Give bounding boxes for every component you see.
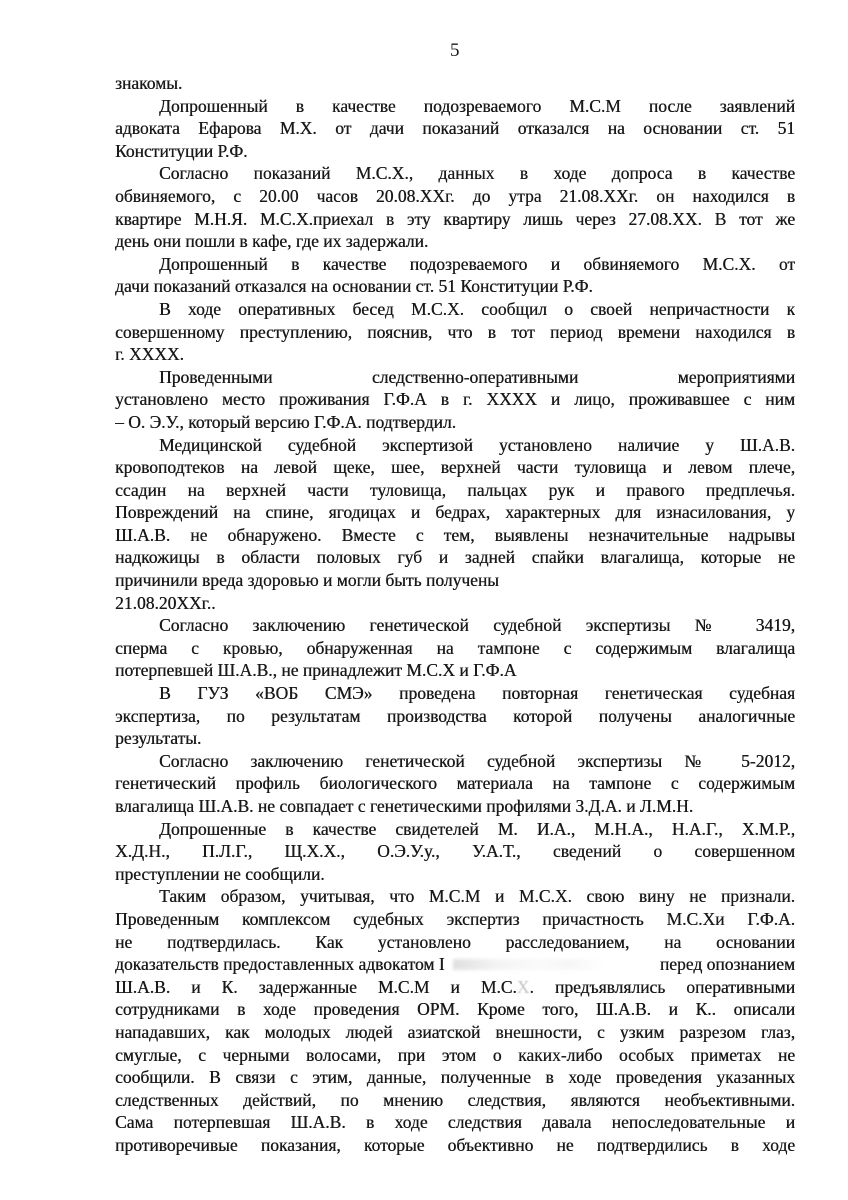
text-line [115, 976, 795, 999]
text-line: ссадин на верхней части туловища, пальцах рук и правого предплечья. [115, 479, 795, 500]
faded-text: Х [516, 976, 530, 997]
text-segment: Ш.А.В. и К. задержанные М.С.М и М.С. [115, 976, 517, 997]
text-line: Х.Д.Н., П.Л.Г., Щ.Х.Х., О.Э.У.у., У.А.Т., сведений о совершенном [115, 841, 795, 862]
paragraph [115, 72, 795, 95]
text-line: надкожицы в области половых губ и задней спайки влагалища, которые не [115, 547, 795, 568]
paragraph [115, 162, 795, 252]
text-segment: перед опознанием [659, 954, 795, 975]
paragraph [115, 682, 795, 750]
text-line: сперма с кровью, обнаруженная на тампоне с содержимым влагалища [115, 637, 795, 658]
paragraph [115, 592, 795, 615]
text-line: Допрошенный в качестве подозреваемого М.С.М после заявлений [159, 95, 795, 116]
text-line: влагалища Ш.А.В. не совпадает с генетическими профилями З.Д.А. и Л.М.Н. [115, 796, 694, 816]
text-line: Допрошенные в качестве свидетелей М. И.А., М.Н.А., Н.А.Г., Х.М.Р., [159, 818, 795, 839]
paragraph [115, 253, 795, 298]
text-line: Сама потерпевшая Ш.А.В. в ходе следствия давала непоследовательные и [115, 1112, 795, 1133]
text-line: преступлении не сообщили. [115, 863, 325, 884]
text-line: день они пошли в кафе, где их задержали. [115, 231, 429, 252]
text-line: сообщили. В связи с этим, данные, полученные в ходе проведения указанных [115, 1067, 795, 1088]
text-line: г. ХХХХ. [115, 344, 184, 365]
text-line: не подтвердилась. Как установлено расследованием, на основании [115, 931, 795, 952]
text-line: сотрудниками в ходе проведения ОРМ. Кроме того, Ш.А.В. и К.. описали [115, 999, 795, 1020]
paragraph [115, 885, 795, 1156]
text-line: кровоподтеков на левой щеке, шее, верхней части туловища и левом плече, [115, 457, 795, 478]
text-line: нападавших, как молодых людей азиатской внешности, с узким разрезом глаз, [115, 1021, 795, 1042]
text-line: Проведенным комплексом судебных экспертиз причастность М.С.Хи Г.Ф.А. [115, 908, 795, 929]
text-line: адвоката Ефарова М.Х. от дачи показаний отказался на основании ст. 51 [115, 118, 795, 139]
text-line: Проведенными следственно-оперативными мероприятиями [159, 366, 795, 387]
document-body [115, 72, 795, 1157]
text-line: В ходе оперативных бесед М.С.Х. сообщил о своей непричастности к [159, 298, 795, 319]
text-line: Согласно показаний М.С.Х., данных в ходе допроса в качестве [159, 163, 795, 184]
paragraph [115, 434, 795, 592]
text-line: следственных действий, по мнению следствия, являются необъективными. [115, 1089, 795, 1110]
text-line: экспертиза, по результатам производства которой получены аналогичные [115, 705, 795, 726]
text-line: противоречивые показания, которые объективно не подтвердились в ходе [115, 1134, 795, 1155]
text-line: обвиняемого, с 20.00 часов 20.08.ХХг. до утра 21.08.ХХг. он находился в [115, 185, 795, 206]
text-line: причинили вреда здоровью и могли быть получены [115, 570, 499, 591]
text-line: – О. Э.У., который версию Г.Ф.А. подтвердил. [115, 411, 457, 432]
text-line: потерпевшей Ш.А.В., не принадлежит М.С.Х и Г.Ф.А [115, 660, 517, 681]
paragraph [115, 298, 795, 366]
text-line: смуглые, с черными волосами, при этом о каких-либо особых приметах не [115, 1044, 795, 1065]
text-line: квартире М.Н.Я. М.С.Х.приехал в эту квартиру лишь через 27.08.ХХ. В тот же [115, 208, 795, 229]
text-line: Медицинской судебной экспертизой установлено наличие у Ш.А.В. [159, 434, 795, 455]
paragraph [115, 95, 795, 163]
text-line: Конституции Р.Ф. [115, 140, 248, 161]
text-line: результаты. [115, 728, 202, 749]
text-line: Согласно заключению генетической судебной экспертизы № 3419, [159, 615, 795, 636]
text-line: Таким образом, учитывая, что М.С.М и М.С.Х. свою вину не признали. [159, 886, 795, 907]
paragraph [115, 750, 795, 818]
paragraph [115, 366, 795, 434]
redacted-area [453, 959, 646, 970]
text-line [115, 953, 795, 976]
page-number: 5 [450, 40, 460, 61]
paragraph [115, 818, 795, 886]
text-line: Ш.А.В. не обнаружено. Вместе с тем, выявлены незначительные надрывы [115, 524, 795, 545]
text-line: дачи показаний отказался на основании ст. 51 Конституции Р.Ф. [115, 276, 593, 297]
text-line: установлено место проживания Г.Ф.А в г. ХХХХ и лицо, проживавшее с ним [115, 389, 795, 410]
text-segment: . предъявлялись оперативными [529, 976, 795, 997]
text-line: В ГУЗ «ВОБ СМЭ» проведена повторная генетическая судебная [159, 683, 795, 704]
text-line: Допрошенный в качестве подозреваемого и обвиняемого М.С.Х. от [159, 253, 795, 274]
paragraph [115, 614, 795, 682]
text-line: Повреждений на спине, ягодицах и бедрах, характерных для изнасилования, у [115, 502, 795, 523]
text-line: знакомы. [115, 73, 183, 93]
text-segment: доказательств предоставленных адвокатом І [115, 954, 445, 975]
text-line: Согласно заключению генетической судебной экспертизы № 5-2012, [159, 750, 795, 771]
text-line: 21.08.20ХХг.. [115, 592, 216, 613]
text-line: совершенному преступлению, пояснив, что в тот период времени находился в [115, 321, 795, 342]
text-line: генетический профиль биологического материала на тампоне с содержимым [115, 773, 795, 794]
